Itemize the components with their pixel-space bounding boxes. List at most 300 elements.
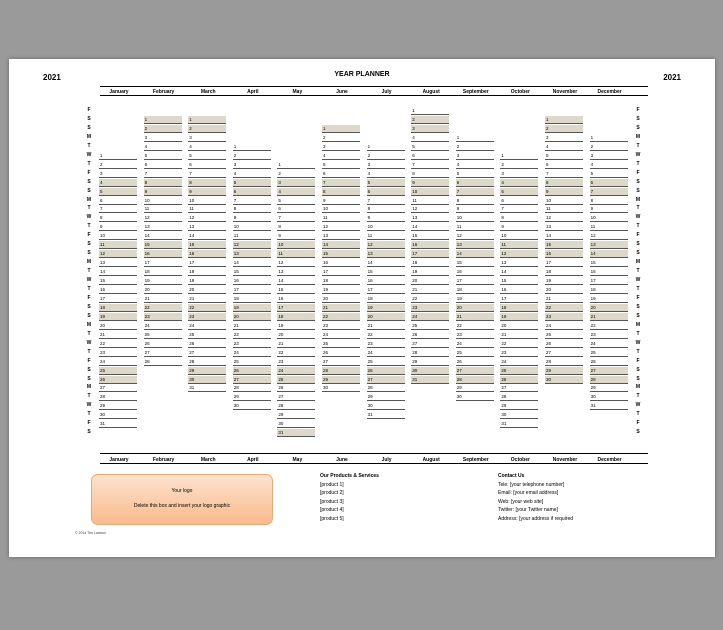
- day-cell-may-11[interactable]: 11: [277, 250, 315, 258]
- day-cell-july-7[interactable]: 7: [367, 197, 405, 205]
- day-cell-august-5[interactable]: 5: [411, 143, 449, 151]
- day-cell-october-14[interactable]: 14: [500, 268, 538, 276]
- day-cell-september-22[interactable]: 22: [456, 322, 494, 330]
- day-cell-march-21[interactable]: 21: [188, 295, 226, 303]
- day-cell-march-13[interactable]: 13: [188, 223, 226, 231]
- day-cell-january-9[interactable]: 9: [99, 223, 137, 231]
- day-cell-april-20[interactable]: 20: [233, 313, 271, 321]
- day-cell-april-23[interactable]: 23: [233, 340, 271, 348]
- day-cell-october-13[interactable]: 13: [500, 259, 538, 267]
- day-cell-june-2[interactable]: 2: [322, 134, 360, 142]
- day-cell-december-25[interactable]: 25: [590, 349, 628, 357]
- day-cell-march-31[interactable]: 31: [188, 384, 226, 392]
- day-cell-march-6[interactable]: 6: [188, 161, 226, 169]
- day-cell-january-12[interactable]: 12: [99, 250, 137, 258]
- day-cell-july-9[interactable]: 9: [367, 214, 405, 222]
- day-cell-july-2[interactable]: 2: [367, 152, 405, 160]
- day-cell-july-12[interactable]: 12: [367, 241, 405, 249]
- day-cell-june-3[interactable]: 3: [322, 143, 360, 151]
- day-cell-june-26[interactable]: 26: [322, 349, 360, 357]
- day-cell-june-18[interactable]: 18: [322, 277, 360, 285]
- day-cell-november-2[interactable]: 2: [545, 125, 583, 133]
- day-cell-march-20[interactable]: 20: [188, 286, 226, 294]
- day-cell-october-9[interactable]: 9: [500, 223, 538, 231]
- day-cell-july-29[interactable]: 29: [367, 393, 405, 401]
- day-cell-september-1[interactable]: 1: [456, 134, 494, 142]
- day-cell-june-25[interactable]: 25: [322, 340, 360, 348]
- day-cell-february-14[interactable]: 14: [144, 232, 182, 240]
- day-cell-april-29[interactable]: 29: [233, 393, 271, 401]
- day-cell-november-23[interactable]: 23: [545, 313, 583, 321]
- day-cell-june-12[interactable]: 12: [322, 223, 360, 231]
- day-cell-october-1[interactable]: 1: [500, 152, 538, 160]
- day-cell-november-13[interactable]: 13: [545, 223, 583, 231]
- day-cell-october-21[interactable]: 21: [500, 331, 538, 339]
- day-cell-july-20[interactable]: 20: [367, 313, 405, 321]
- day-cell-october-19[interactable]: 19: [500, 313, 538, 321]
- day-cell-september-23[interactable]: 23: [456, 331, 494, 339]
- day-cell-july-22[interactable]: 22: [367, 331, 405, 339]
- day-cell-february-10[interactable]: 10: [144, 197, 182, 205]
- day-cell-october-3[interactable]: 3: [500, 170, 538, 178]
- day-cell-february-3[interactable]: 3: [144, 134, 182, 142]
- day-cell-july-6[interactable]: 6: [367, 188, 405, 196]
- day-cell-january-10[interactable]: 10: [99, 232, 137, 240]
- day-cell-december-24[interactable]: 24: [590, 340, 628, 348]
- day-cell-february-13[interactable]: 13: [144, 223, 182, 231]
- day-cell-may-22[interactable]: 22: [277, 349, 315, 357]
- day-cell-november-15[interactable]: 15: [545, 241, 583, 249]
- day-cell-may-23[interactable]: 23: [277, 358, 315, 366]
- day-cell-july-21[interactable]: 21: [367, 322, 405, 330]
- day-cell-march-26[interactable]: 26: [188, 340, 226, 348]
- day-cell-december-28[interactable]: 28: [590, 376, 628, 384]
- day-cell-january-22[interactable]: 22: [99, 340, 137, 348]
- day-cell-january-1[interactable]: 1: [99, 152, 137, 160]
- day-cell-june-23[interactable]: 23: [322, 322, 360, 330]
- day-cell-june-4[interactable]: 4: [322, 152, 360, 160]
- day-cell-april-25[interactable]: 25: [233, 358, 271, 366]
- day-cell-july-25[interactable]: 25: [367, 358, 405, 366]
- day-cell-june-13[interactable]: 13: [322, 232, 360, 240]
- day-cell-september-8[interactable]: 8: [456, 197, 494, 205]
- day-cell-september-25[interactable]: 25: [456, 349, 494, 357]
- day-cell-february-9[interactable]: 9: [144, 188, 182, 196]
- day-cell-january-14[interactable]: 14: [99, 268, 137, 276]
- day-cell-april-10[interactable]: 10: [233, 223, 271, 231]
- day-cell-february-26[interactable]: 26: [144, 340, 182, 348]
- day-cell-august-13[interactable]: 13: [411, 214, 449, 222]
- day-cell-january-20[interactable]: 20: [99, 322, 137, 330]
- day-cell-september-12[interactable]: 12: [456, 232, 494, 240]
- day-cell-june-11[interactable]: 11: [322, 214, 360, 222]
- day-cell-june-1[interactable]: 1: [322, 125, 360, 133]
- day-cell-january-18[interactable]: 18: [99, 304, 137, 312]
- day-cell-april-21[interactable]: 21: [233, 322, 271, 330]
- day-cell-october-8[interactable]: 8: [500, 214, 538, 222]
- day-cell-august-10[interactable]: 10: [411, 188, 449, 196]
- day-cell-february-16[interactable]: 16: [144, 250, 182, 258]
- day-cell-september-4[interactable]: 4: [456, 161, 494, 169]
- day-cell-march-14[interactable]: 14: [188, 232, 226, 240]
- day-cell-april-2[interactable]: 2: [233, 152, 271, 160]
- day-cell-march-4[interactable]: 4: [188, 143, 226, 151]
- day-cell-september-21[interactable]: 21: [456, 313, 494, 321]
- day-cell-april-30[interactable]: 30: [233, 402, 271, 410]
- day-cell-june-20[interactable]: 20: [322, 295, 360, 303]
- day-cell-september-30[interactable]: 30: [456, 393, 494, 401]
- day-cell-august-21[interactable]: 21: [411, 286, 449, 294]
- day-cell-november-7[interactable]: 7: [545, 170, 583, 178]
- day-cell-february-4[interactable]: 4: [144, 143, 182, 151]
- day-cell-august-15[interactable]: 15: [411, 232, 449, 240]
- day-cell-june-8[interactable]: 8: [322, 188, 360, 196]
- day-cell-november-30[interactable]: 30: [545, 376, 583, 384]
- day-cell-august-28[interactable]: 28: [411, 349, 449, 357]
- day-cell-july-19[interactable]: 19: [367, 304, 405, 312]
- day-cell-march-2[interactable]: 2: [188, 125, 226, 133]
- day-cell-november-10[interactable]: 10: [545, 197, 583, 205]
- day-cell-june-14[interactable]: 14: [322, 241, 360, 249]
- day-cell-march-10[interactable]: 10: [188, 197, 226, 205]
- day-cell-september-2[interactable]: 2: [456, 143, 494, 151]
- day-cell-july-23[interactable]: 23: [367, 340, 405, 348]
- day-cell-april-28[interactable]: 28: [233, 384, 271, 392]
- day-cell-december-12[interactable]: 12: [590, 232, 628, 240]
- day-cell-november-17[interactable]: 17: [545, 259, 583, 267]
- day-cell-november-6[interactable]: 6: [545, 161, 583, 169]
- day-cell-june-9[interactable]: 9: [322, 197, 360, 205]
- day-cell-november-11[interactable]: 11: [545, 205, 583, 213]
- day-cell-january-24[interactable]: 24: [99, 358, 137, 366]
- day-cell-january-8[interactable]: 8: [99, 214, 137, 222]
- day-cell-may-29[interactable]: 29: [277, 411, 315, 419]
- day-cell-november-22[interactable]: 22: [545, 304, 583, 312]
- day-cell-may-21[interactable]: 21: [277, 340, 315, 348]
- day-cell-january-5[interactable]: 5: [99, 188, 137, 196]
- day-cell-july-1[interactable]: 1: [367, 143, 405, 151]
- day-cell-april-19[interactable]: 19: [233, 304, 271, 312]
- day-cell-march-16[interactable]: 16: [188, 250, 226, 258]
- day-cell-january-13[interactable]: 13: [99, 259, 137, 267]
- day-cell-october-20[interactable]: 20: [500, 322, 538, 330]
- day-cell-december-6[interactable]: 6: [590, 179, 628, 187]
- day-cell-april-22[interactable]: 22: [233, 331, 271, 339]
- day-cell-february-11[interactable]: 11: [144, 205, 182, 213]
- day-cell-may-26[interactable]: 26: [277, 384, 315, 392]
- day-cell-may-28[interactable]: 28: [277, 402, 315, 410]
- day-cell-october-15[interactable]: 15: [500, 277, 538, 285]
- day-cell-december-27[interactable]: 27: [590, 367, 628, 375]
- day-cell-february-6[interactable]: 6: [144, 161, 182, 169]
- day-cell-june-22[interactable]: 22: [322, 313, 360, 321]
- day-cell-august-31[interactable]: 31: [411, 376, 449, 384]
- day-cell-december-7[interactable]: 7: [590, 188, 628, 196]
- day-cell-october-26[interactable]: 26: [500, 376, 538, 384]
- day-cell-october-16[interactable]: 16: [500, 286, 538, 294]
- day-cell-january-4[interactable]: 4: [99, 179, 137, 187]
- day-cell-march-27[interactable]: 27: [188, 349, 226, 357]
- day-cell-february-15[interactable]: 15: [144, 241, 182, 249]
- day-cell-april-3[interactable]: 3: [233, 161, 271, 169]
- day-cell-january-19[interactable]: 19: [99, 313, 137, 321]
- day-cell-july-13[interactable]: 13: [367, 250, 405, 258]
- day-cell-august-2[interactable]: 2: [411, 116, 449, 124]
- day-cell-september-10[interactable]: 10: [456, 214, 494, 222]
- day-cell-april-14[interactable]: 14: [233, 259, 271, 267]
- day-cell-march-5[interactable]: 5: [188, 152, 226, 160]
- day-cell-may-25[interactable]: 25: [277, 376, 315, 384]
- day-cell-october-7[interactable]: 7: [500, 205, 538, 213]
- day-cell-april-4[interactable]: 4: [233, 170, 271, 178]
- day-cell-march-23[interactable]: 23: [188, 313, 226, 321]
- day-cell-november-20[interactable]: 20: [545, 286, 583, 294]
- day-cell-november-8[interactable]: 8: [545, 179, 583, 187]
- day-cell-november-18[interactable]: 18: [545, 268, 583, 276]
- day-cell-august-22[interactable]: 22: [411, 295, 449, 303]
- day-cell-june-30[interactable]: 30: [322, 384, 360, 392]
- day-cell-june-17[interactable]: 17: [322, 268, 360, 276]
- day-cell-july-28[interactable]: 28: [367, 384, 405, 392]
- day-cell-november-27[interactable]: 27: [545, 349, 583, 357]
- day-cell-april-7[interactable]: 7: [233, 197, 271, 205]
- day-cell-october-25[interactable]: 25: [500, 367, 538, 375]
- day-cell-april-8[interactable]: 8: [233, 205, 271, 213]
- day-cell-december-8[interactable]: 8: [590, 197, 628, 205]
- day-cell-march-15[interactable]: 15: [188, 241, 226, 249]
- day-cell-may-14[interactable]: 14: [277, 277, 315, 285]
- day-cell-july-30[interactable]: 30: [367, 402, 405, 410]
- day-cell-december-21[interactable]: 21: [590, 313, 628, 321]
- day-cell-april-5[interactable]: 5: [233, 179, 271, 187]
- day-cell-may-9[interactable]: 9: [277, 232, 315, 240]
- day-cell-january-2[interactable]: 2: [99, 161, 137, 169]
- day-cell-march-29[interactable]: 29: [188, 367, 226, 375]
- day-cell-june-7[interactable]: 7: [322, 179, 360, 187]
- day-cell-july-24[interactable]: 24: [367, 349, 405, 357]
- day-cell-august-7[interactable]: 7: [411, 161, 449, 169]
- day-cell-september-19[interactable]: 19: [456, 295, 494, 303]
- day-cell-december-22[interactable]: 22: [590, 322, 628, 330]
- day-cell-april-18[interactable]: 18: [233, 295, 271, 303]
- day-cell-december-16[interactable]: 16: [590, 268, 628, 276]
- day-cell-september-6[interactable]: 6: [456, 179, 494, 187]
- logo-placeholder[interactable]: [91, 474, 273, 525]
- day-cell-september-15[interactable]: 15: [456, 259, 494, 267]
- day-cell-november-4[interactable]: 4: [545, 143, 583, 151]
- day-cell-december-10[interactable]: 10: [590, 214, 628, 222]
- day-cell-october-10[interactable]: 10: [500, 232, 538, 240]
- day-cell-january-7[interactable]: 7: [99, 205, 137, 213]
- day-cell-january-29[interactable]: 29: [99, 402, 137, 410]
- day-cell-august-27[interactable]: 27: [411, 340, 449, 348]
- day-cell-may-30[interactable]: 30: [277, 420, 315, 428]
- day-cell-august-26[interactable]: 26: [411, 331, 449, 339]
- day-cell-december-20[interactable]: 20: [590, 304, 628, 312]
- day-cell-january-16[interactable]: 16: [99, 286, 137, 294]
- day-cell-september-7[interactable]: 7: [456, 188, 494, 196]
- day-cell-april-17[interactable]: 17: [233, 286, 271, 294]
- day-cell-april-11[interactable]: 11: [233, 232, 271, 240]
- day-cell-august-30[interactable]: 30: [411, 367, 449, 375]
- day-cell-january-3[interactable]: 3: [99, 170, 137, 178]
- day-cell-october-17[interactable]: 17: [500, 295, 538, 303]
- day-cell-april-1[interactable]: 1: [233, 143, 271, 151]
- day-cell-august-18[interactable]: 18: [411, 259, 449, 267]
- day-cell-november-3[interactable]: 3: [545, 134, 583, 142]
- day-cell-june-6[interactable]: 6: [322, 170, 360, 178]
- day-cell-january-26[interactable]: 26: [99, 376, 137, 384]
- day-cell-december-9[interactable]: 9: [590, 205, 628, 213]
- day-cell-march-30[interactable]: 30: [188, 376, 226, 384]
- day-cell-february-19[interactable]: 19: [144, 277, 182, 285]
- day-cell-april-26[interactable]: 26: [233, 367, 271, 375]
- day-cell-may-2[interactable]: 2: [277, 170, 315, 178]
- day-cell-december-1[interactable]: 1: [590, 134, 628, 142]
- day-cell-june-10[interactable]: 10: [322, 205, 360, 213]
- day-cell-october-28[interactable]: 28: [500, 393, 538, 401]
- day-cell-november-28[interactable]: 28: [545, 358, 583, 366]
- day-cell-october-31[interactable]: 31: [500, 420, 538, 428]
- day-cell-march-3[interactable]: 3: [188, 134, 226, 142]
- day-cell-august-8[interactable]: 8: [411, 170, 449, 178]
- day-cell-august-3[interactable]: 3: [411, 125, 449, 133]
- day-cell-august-9[interactable]: 9: [411, 179, 449, 187]
- day-cell-march-11[interactable]: 11: [188, 205, 226, 213]
- day-cell-october-24[interactable]: 24: [500, 358, 538, 366]
- day-cell-april-15[interactable]: 15: [233, 268, 271, 276]
- day-cell-november-14[interactable]: 14: [545, 232, 583, 240]
- day-cell-october-22[interactable]: 22: [500, 340, 538, 348]
- day-cell-october-23[interactable]: 23: [500, 349, 538, 357]
- day-cell-july-16[interactable]: 16: [367, 277, 405, 285]
- day-cell-december-5[interactable]: 5: [590, 170, 628, 178]
- day-cell-may-7[interactable]: 7: [277, 214, 315, 222]
- day-cell-december-31[interactable]: 31: [590, 402, 628, 410]
- day-cell-october-18[interactable]: 18: [500, 304, 538, 312]
- day-cell-february-25[interactable]: 25: [144, 331, 182, 339]
- day-cell-june-5[interactable]: 5: [322, 161, 360, 169]
- day-cell-december-30[interactable]: 30: [590, 393, 628, 401]
- day-cell-october-30[interactable]: 30: [500, 411, 538, 419]
- day-cell-december-19[interactable]: 19: [590, 295, 628, 303]
- day-cell-september-20[interactable]: 20: [456, 304, 494, 312]
- day-cell-november-26[interactable]: 26: [545, 340, 583, 348]
- day-cell-june-29[interactable]: 29: [322, 376, 360, 384]
- day-cell-december-29[interactable]: 29: [590, 384, 628, 392]
- day-cell-february-28[interactable]: 28: [144, 358, 182, 366]
- day-cell-september-5[interactable]: 5: [456, 170, 494, 178]
- day-cell-november-12[interactable]: 12: [545, 214, 583, 222]
- day-cell-august-6[interactable]: 6: [411, 152, 449, 160]
- day-cell-december-11[interactable]: 11: [590, 223, 628, 231]
- day-cell-september-18[interactable]: 18: [456, 286, 494, 294]
- day-cell-march-9[interactable]: 9: [188, 188, 226, 196]
- day-cell-january-30[interactable]: 30: [99, 411, 137, 419]
- day-cell-june-19[interactable]: 19: [322, 286, 360, 294]
- day-cell-january-23[interactable]: 23: [99, 349, 137, 357]
- day-cell-february-8[interactable]: 8: [144, 179, 182, 187]
- day-cell-august-19[interactable]: 19: [411, 268, 449, 276]
- day-cell-april-27[interactable]: 27: [233, 376, 271, 384]
- day-cell-november-21[interactable]: 21: [545, 295, 583, 303]
- day-cell-april-24[interactable]: 24: [233, 349, 271, 357]
- day-cell-june-24[interactable]: 24: [322, 331, 360, 339]
- day-cell-july-18[interactable]: 18: [367, 295, 405, 303]
- day-cell-october-29[interactable]: 29: [500, 402, 538, 410]
- day-cell-july-11[interactable]: 11: [367, 232, 405, 240]
- day-cell-july-5[interactable]: 5: [367, 179, 405, 187]
- day-cell-january-21[interactable]: 21: [99, 331, 137, 339]
- day-cell-december-13[interactable]: 13: [590, 241, 628, 249]
- day-cell-may-13[interactable]: 13: [277, 268, 315, 276]
- day-cell-july-17[interactable]: 17: [367, 286, 405, 294]
- day-cell-may-31[interactable]: 31: [277, 429, 315, 437]
- day-cell-april-9[interactable]: 9: [233, 214, 271, 222]
- day-cell-november-9[interactable]: 9: [545, 188, 583, 196]
- day-cell-january-27[interactable]: 27: [99, 384, 137, 392]
- day-cell-february-21[interactable]: 21: [144, 295, 182, 303]
- day-cell-april-16[interactable]: 16: [233, 277, 271, 285]
- day-cell-february-5[interactable]: 5: [144, 152, 182, 160]
- day-cell-february-22[interactable]: 22: [144, 304, 182, 312]
- day-cell-march-12[interactable]: 12: [188, 214, 226, 222]
- day-cell-december-15[interactable]: 15: [590, 259, 628, 267]
- day-cell-november-16[interactable]: 16: [545, 250, 583, 258]
- day-cell-october-4[interactable]: 4: [500, 179, 538, 187]
- day-cell-november-25[interactable]: 25: [545, 331, 583, 339]
- day-cell-august-1[interactable]: 1: [411, 107, 449, 115]
- day-cell-may-8[interactable]: 8: [277, 223, 315, 231]
- day-cell-march-22[interactable]: 22: [188, 304, 226, 312]
- day-cell-december-23[interactable]: 23: [590, 331, 628, 339]
- day-cell-october-6[interactable]: 6: [500, 197, 538, 205]
- day-cell-august-23[interactable]: 23: [411, 304, 449, 312]
- day-cell-september-26[interactable]: 26: [456, 358, 494, 366]
- day-cell-september-3[interactable]: 3: [456, 152, 494, 160]
- day-cell-october-11[interactable]: 11: [500, 241, 538, 249]
- day-cell-april-6[interactable]: 6: [233, 188, 271, 196]
- day-cell-november-5[interactable]: 5: [545, 152, 583, 160]
- day-cell-july-4[interactable]: 4: [367, 170, 405, 178]
- day-cell-july-14[interactable]: 14: [367, 259, 405, 267]
- day-cell-february-17[interactable]: 17: [144, 259, 182, 267]
- day-cell-december-4[interactable]: 4: [590, 161, 628, 169]
- day-cell-may-19[interactable]: 19: [277, 322, 315, 330]
- day-cell-june-21[interactable]: 21: [322, 304, 360, 312]
- day-cell-november-29[interactable]: 29: [545, 367, 583, 375]
- day-cell-october-2[interactable]: 2: [500, 161, 538, 169]
- day-cell-february-2[interactable]: 2: [144, 125, 182, 133]
- day-cell-march-8[interactable]: 8: [188, 179, 226, 187]
- day-cell-march-25[interactable]: 25: [188, 331, 226, 339]
- day-cell-march-28[interactable]: 28: [188, 358, 226, 366]
- day-cell-january-17[interactable]: 17: [99, 295, 137, 303]
- day-cell-may-1[interactable]: 1: [277, 161, 315, 169]
- day-cell-june-16[interactable]: 16: [322, 259, 360, 267]
- day-cell-september-9[interactable]: 9: [456, 205, 494, 213]
- day-cell-august-24[interactable]: 24: [411, 313, 449, 321]
- day-cell-march-7[interactable]: 7: [188, 170, 226, 178]
- day-cell-september-24[interactable]: 24: [456, 340, 494, 348]
- day-cell-july-3[interactable]: 3: [367, 161, 405, 169]
- day-cell-december-14[interactable]: 14: [590, 250, 628, 258]
- day-cell-march-18[interactable]: 18: [188, 268, 226, 276]
- day-cell-june-28[interactable]: 28: [322, 367, 360, 375]
- day-cell-august-14[interactable]: 14: [411, 223, 449, 231]
- day-cell-february-18[interactable]: 18: [144, 268, 182, 276]
- day-cell-january-6[interactable]: 6: [99, 197, 137, 205]
